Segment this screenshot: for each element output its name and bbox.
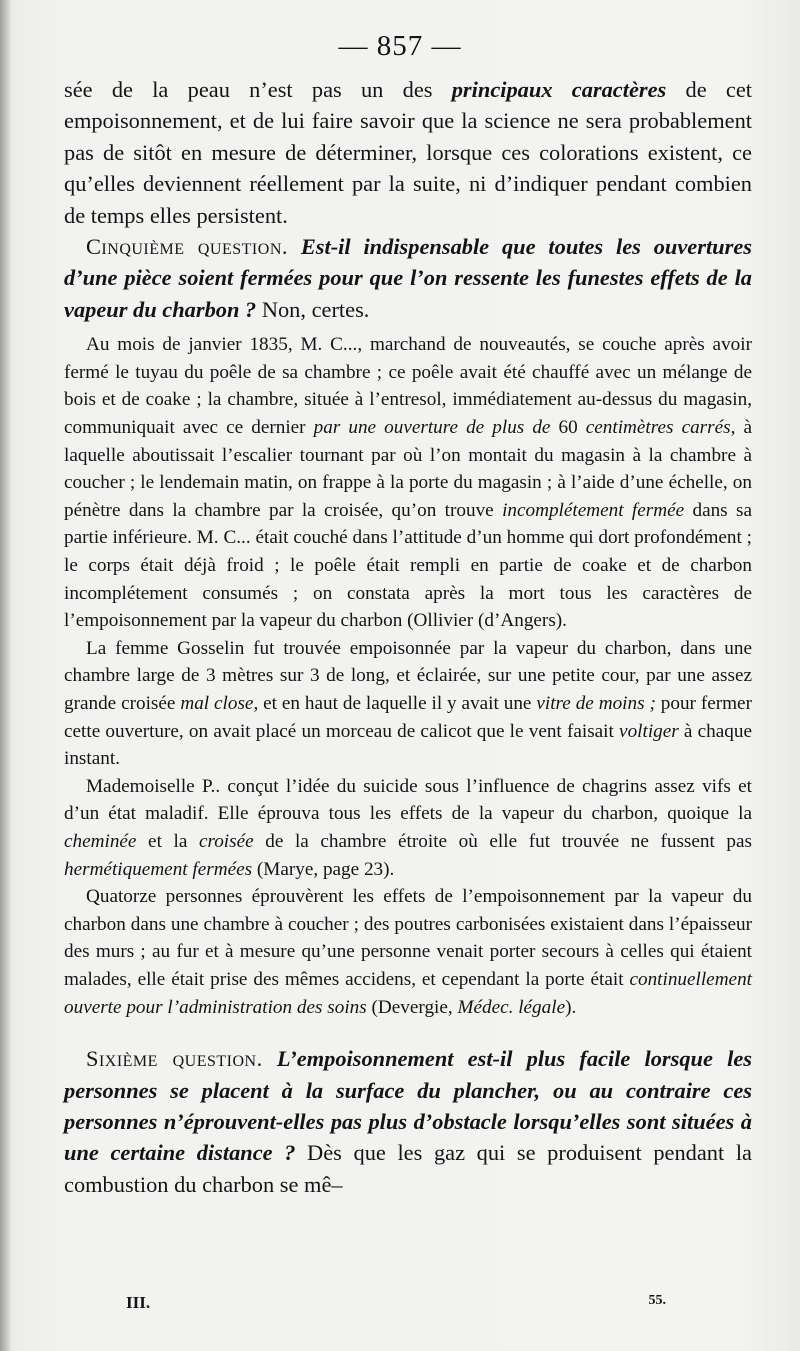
p4-italic-d: croisée: [198, 830, 254, 852]
p2-text-e: , à laquelle aboutissait l’escalier tournant par où l’on montait du magasin à la chambre à coucher ; le lendemain matin, on frappe à la porte du magasin ; à l’aide d’une échelle, on pénètre dans la chambre par la croisée, qu’on trouve: [64, 417, 752, 521]
q6-question: L’empoisonnement est-il plus facile lorsque les personnes se placent à la surface du plancher, ou au contraire ces personnes n’éprouvent-elles pas plus d’obstacle lorsqu’elles sont situées à une certaine distance ?: [64, 1046, 752, 1166]
p1-text-a: sée de la peau n’est pas un des: [64, 77, 452, 102]
p2-text-a: Au mois de janvier 1835, M. C..., marchand de nouveautés, se couche après avoir fermé le tuyau du poêle de sa chambre ; ce poêle avait été chauffé avec un mélange de bois et de coake ; la chambre, située à l’entresol, immédiatement au-dessus du magasin, communiquait avec ce dernier: [64, 334, 752, 439]
p2-italic-d: centimètres carrés: [585, 417, 731, 439]
p4-text-e: de la chambre étroite où elle fut trouvée ne fussent pas: [253, 830, 752, 852]
p3-italic-f: voltiger: [619, 720, 679, 742]
q5-label: Cinquième question.: [86, 234, 288, 260]
q5-question: Est-il indispensable que toutes les ouvertures d’une pièce soient fermées pour que l’on ressente les funestes effets de la vapeur du charbon ?: [64, 234, 752, 322]
p2-italic-b: par une ouverture de plus de: [313, 417, 551, 439]
page-number: — 857 —: [338, 30, 462, 62]
p4-text-g: (Marye, page 23).: [252, 858, 395, 880]
body-text: [64, 74, 752, 1200]
q5-answer: Non, certes.: [256, 296, 370, 322]
p3-text-g: à chaque instant.: [64, 720, 752, 770]
p3-text-a: La femme Gosselin fut trouvée empoisonnée par la vapeur du charbon, dans une chambre large de 3 mètres sur 3 de long, et éclairée, sur une petite cour, par une assez grande croisée: [64, 637, 752, 714]
p1-text-c: de cet empoisonnement, et de lui faire savoir que la science ne sera probablement pas de sitôt en mesure de déterminer, lorsque ces colorations existent, ce qu’elles deviennent réellement par la suite, ni d’indiquer pendant combien de temps elles persistent.: [64, 77, 752, 228]
p3-italic-b: mal close: [180, 692, 254, 714]
p5-italic-d: Médec. légale: [457, 996, 566, 1018]
p5-text-c: (Devergie,: [366, 996, 458, 1018]
p4-italic-b: cheminée: [64, 830, 137, 852]
paragraph-3: [64, 635, 752, 773]
paragraph-4: [64, 773, 752, 883]
p1-emphasis: principaux caractères: [451, 77, 667, 102]
paragraph-2: [64, 331, 752, 635]
q6-continuation: Dès que les gaz qui se produisent pendant la combustion du charbon se mê–: [64, 1140, 752, 1197]
p3-text-c: , et en haut de laquelle il y avait une: [253, 692, 537, 714]
p2-text-g: dans sa partie inférieure. M. C... était couché dans l’attitude d’un homme qui dort profondément ; le corps était déjà froid ; le poêle était rempli en partie de coake et de charbon incomplétement consumés ; on constata après la mort tous les caractères de l’empoisonnement par la vapeur du charbon (Ollivier (d’Angers).: [64, 499, 752, 632]
q6-label: Sixième question.: [86, 1046, 263, 1072]
footer-signature: 55.: [648, 1293, 666, 1308]
paragraph-5: [64, 883, 752, 1021]
question-5: [64, 231, 752, 325]
p5-text-a: Quatorze personnes éprouvèrent les effets de l’empoisonnement par la vapeur du charbon dans une chambre à coucher ; des poutres carbonisées existaient dans l’épaisseur des murs ; au fur et à mesure qu’une personne venait porter secours à celles qui étaient malades, elle était prise des mêmes accidens, et cependant la porte était: [64, 886, 752, 990]
question-6: [64, 1043, 752, 1200]
p5-text-e: ).: [565, 996, 577, 1018]
p3-text-e: pour fermer cette ouverture, on avait placé un morceau de calicot que le vent faisait: [64, 692, 752, 742]
footer-volume: III.: [126, 1293, 151, 1312]
p2-italic-f: incomplétement fermée: [502, 499, 685, 521]
paragraph-1: [64, 74, 752, 231]
p5-italic-b: continuellement ouverte pour l’administration des soins: [64, 968, 752, 1018]
p4-italic-f: hermétiquement fermées: [64, 858, 253, 880]
p2-text-c: 60: [550, 417, 586, 439]
page-edge-shadow: [0, 0, 10, 1351]
p4-text-c: et la: [136, 830, 199, 852]
p4-text-a: Mademoiselle P.. conçut l’idée du suicide sous l’influence de chagrins assez vifs et d’un état maladif. Elle éprouva tous les effets de la vapeur du charbon, quoique la: [64, 775, 752, 825]
p3-italic-d: vitre de moins ;: [536, 692, 656, 714]
